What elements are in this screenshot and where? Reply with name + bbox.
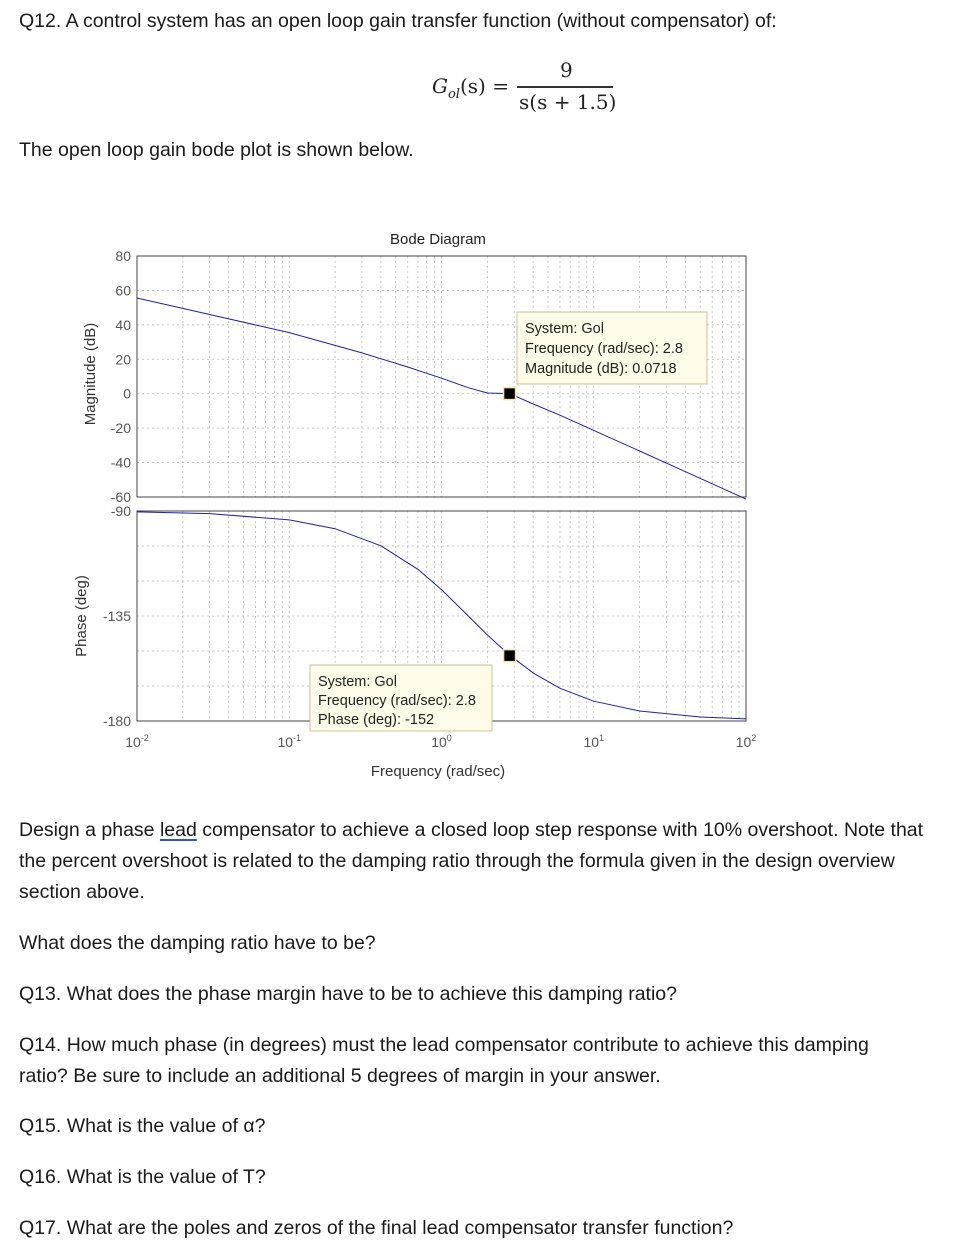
- magnitude-tick-label: -40: [110, 454, 131, 471]
- equation-numerator: 9: [560, 58, 573, 82]
- x-axis-label: Frequency (rad/sec): [370, 763, 506, 780]
- design-paragraph: Design a phase lead compensator to achieve a closed loop step response with 10% overshoot. Note that the percent overshoot is related to the damping ratio through the formula given in the design overview section above.: [19, 819, 924, 903]
- x-tick-label: $10^{-1}$: [277, 733, 302, 750]
- magnitude-axis-label: Magnitude (dB): [82, 322, 99, 426]
- magnitude-datatip-frequency: Frequency (rad/sec): 2.8: [525, 341, 683, 357]
- x-tick-label: $10^0$: [431, 733, 452, 750]
- damping-question: What does the damping ratio have to be?: [19, 932, 376, 954]
- x-tick-label: $10^1$: [583, 733, 605, 750]
- question-12: Q12. A control system has an open loop gain transfer function (without compensator) of:: [19, 10, 777, 32]
- x-tick-label: $10^{-2}$: [125, 733, 149, 750]
- phase-tick-label: -180: [102, 713, 131, 729]
- magnitude-tick-label: 20: [115, 351, 131, 368]
- magnitude-tick-label: -60: [110, 489, 131, 505]
- phase-tick-label: -135: [102, 608, 131, 624]
- question-16: Q16. What is the value of T?: [19, 1166, 266, 1188]
- question-15: Q15. What is the value of α?: [19, 1115, 266, 1137]
- question-14: Q14. How much phase (in degrees) must the lead compensator contribute to achieve this damping ratio? Be sure to include an additional 5 degrees of margin in your answer.: [19, 1034, 869, 1087]
- phase-datatip-system: System: Gol: [318, 674, 397, 690]
- magnitude-tick-label: 80: [115, 248, 131, 264]
- x-tick-label: $10^2$: [735, 733, 757, 750]
- phase-tick-label: -90: [110, 503, 131, 519]
- question-13: Q13. What does the phase margin have to be to achieve this damping ratio?: [19, 983, 677, 1005]
- equation-lhs: $G_{ol}(s)$ =: [432, 74, 509, 102]
- lead-word: lead: [159, 819, 197, 841]
- magnitude-datatip-value: Magnitude (dB): 0.0718: [525, 361, 677, 377]
- magnitude-tick-label: 0: [123, 385, 131, 402]
- phase-datatip-value: Phase (deg): -152: [318, 712, 435, 728]
- magnitude-datatip-system: System: Gol: [525, 321, 604, 337]
- magnitude-datatip[interactable]: [517, 312, 707, 384]
- magnitude-tick-label: 60: [115, 282, 131, 299]
- magnitude-datatip-marker[interactable]: [504, 388, 516, 400]
- equation-denominator: s(s + 1.5): [519, 90, 617, 114]
- question-17: Q17. What are the poles and zeros of the final lead compensator transfer function?: [19, 1217, 734, 1239]
- phase-axis-label: Phase (deg): [73, 575, 90, 657]
- chart-title: Bode Diagram: [390, 231, 486, 248]
- phase-datatip-marker[interactable]: [504, 650, 516, 662]
- phase-datatip-frequency: Frequency (rad/sec): 2.8: [318, 693, 476, 709]
- intro-text: The open loop gain bode plot is shown below.: [19, 139, 414, 161]
- magnitude-tick-label: -20: [110, 420, 131, 437]
- magnitude-tick-label: 40: [115, 316, 131, 333]
- phase-datatip[interactable]: [310, 665, 492, 731]
